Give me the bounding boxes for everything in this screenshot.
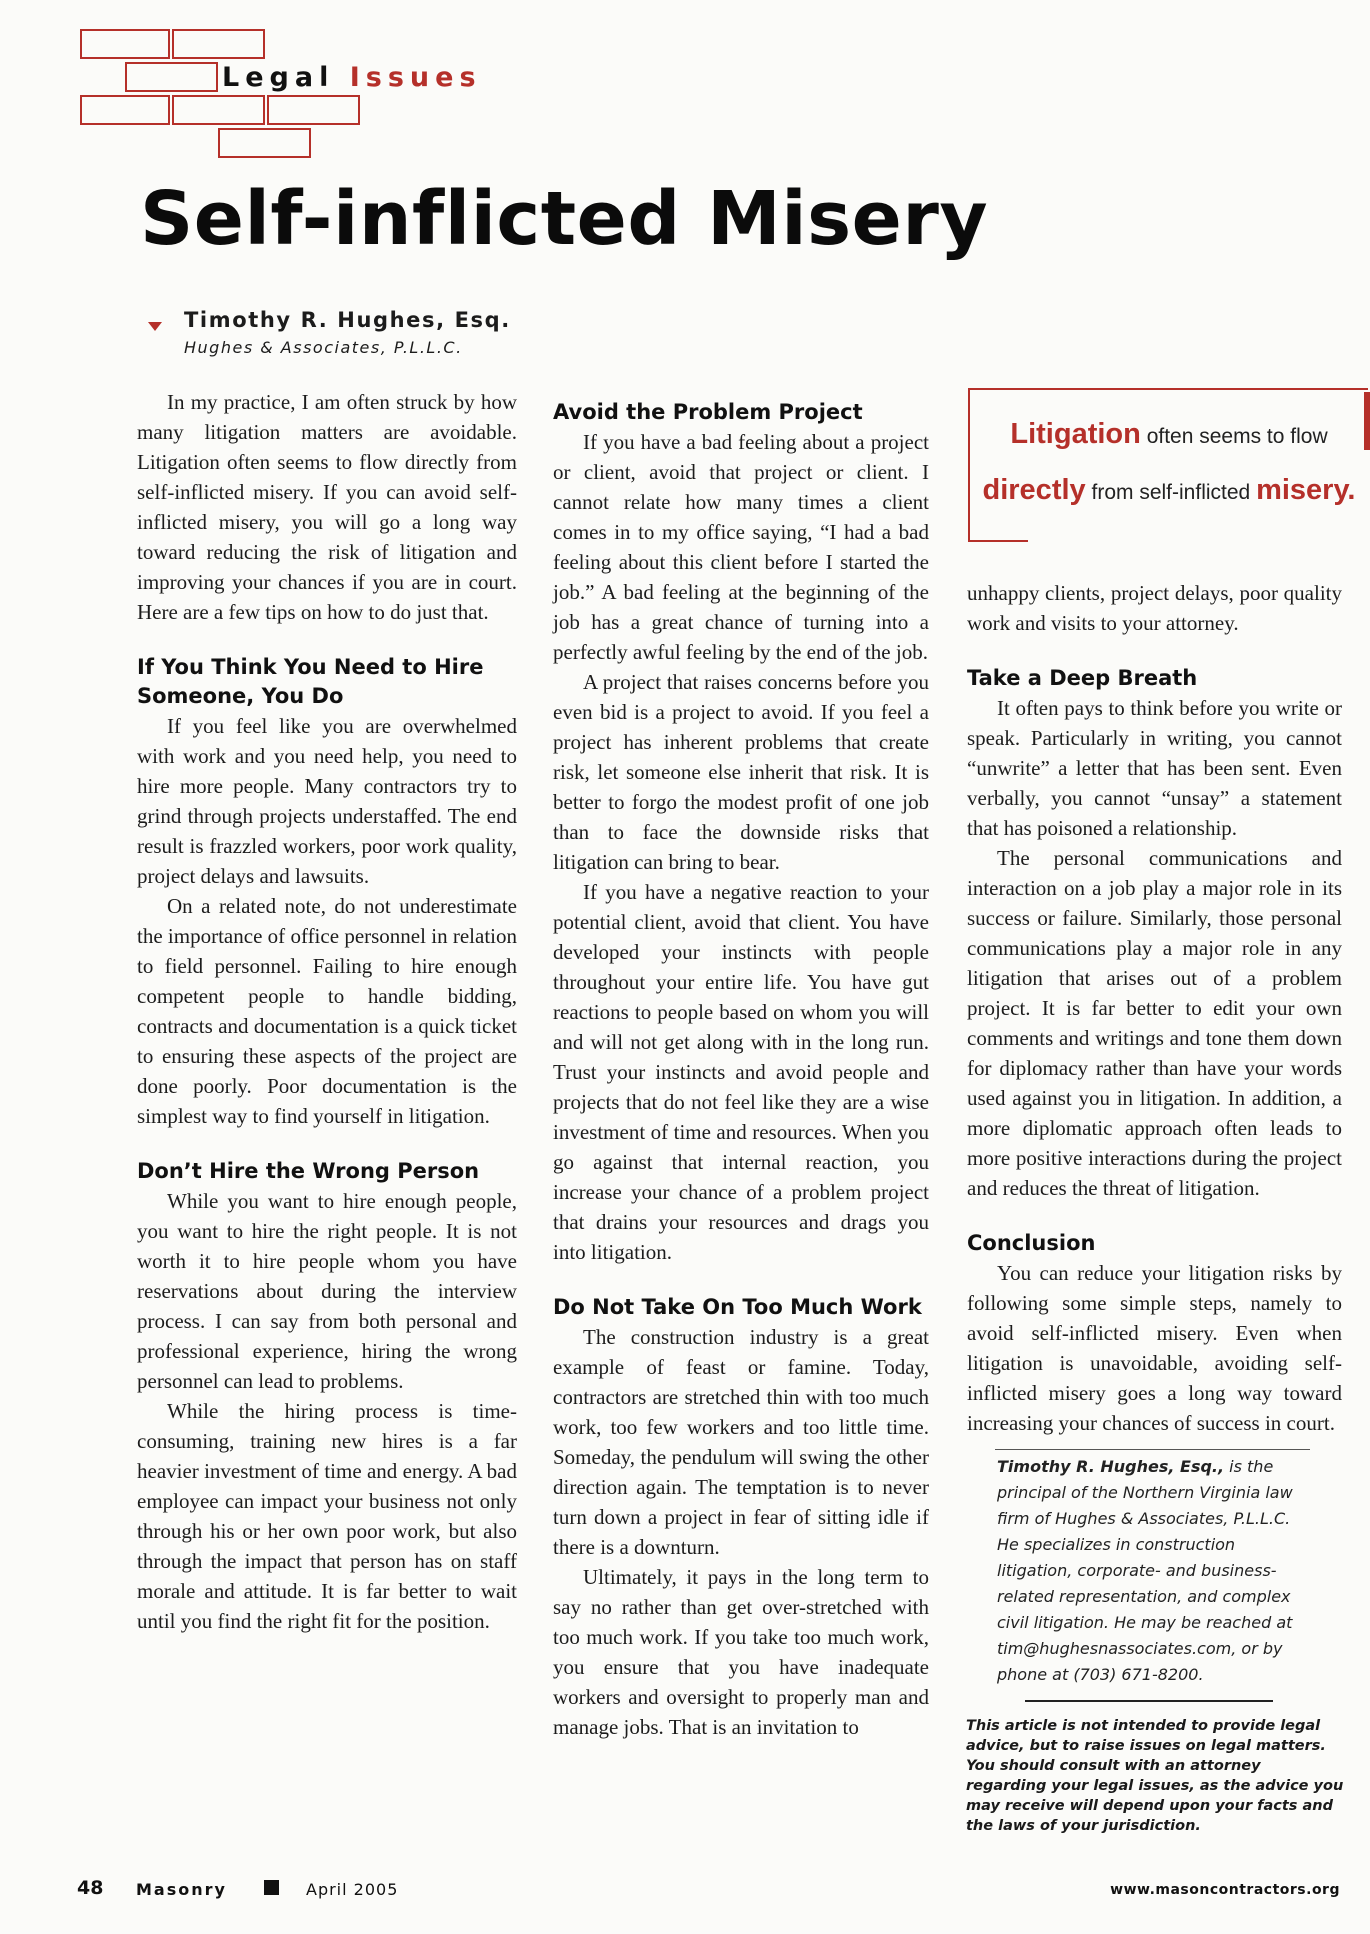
section-word-issues: Issues [349,62,482,93]
paragraph: You can reduce your litigation risks by following some simple steps, namely to avoid self-inflicted misery. Even when litigation is unavoidable, avoiding self-inflicted misery goes a long way toward increasing your chances of success in court. [967,1261,1342,1435]
paragraph: On a related note, do not underestimate the importance of office personnel in relation to field personnel. Failing to hire enough competent people to handle bidding, contracts and documentation is a quick ticket to ensuring these aspects of the project are done poorly. Poor documentation is the simplest way to find yourself in litigation. [137,894,517,1128]
column-3 [967,578,1342,1438]
paragraph: The personal communications and interaction on a job play a major role in its success or failure. Similarly, those personal communications play a major role in any litigation that arises out of a problem project. It is far better to edit your own comments and writings and tone them down for diplomacy rather than have your words used against you in litigation. In addition, a more diplomatic approach often leads to more positive interactions during the project and reduces the threat of litigation. [967,846,1342,1200]
bio-text: is the principal of the Northern Virginia law firm of Hughes & Associates, P.L.L.C. He specializes in construction litigation, corporate- and business-related representation, and complex civil litigation. He may be reached at tim@hughesnassociates.com, or by phone at (703) 671-8200. [997,1457,1293,1684]
intro-paragraph: In my practice, I am often struck by how many litigation matters are avoidable. Litigation often seems to flow directly from self-inflicted misery. If you can avoid self-inflicted misery, you will go a long way toward reducing the risk of litigation and improving your chances if you are in court. Here are a few tips on how to do just that. [137,390,517,624]
bio-name: Timothy R. Hughes, Esq., [997,1457,1225,1476]
author-firm: Hughes & Associates, P.L.L.C. [184,338,463,357]
author-bio [997,1454,1307,1688]
heading-too-much-work: Do Not Take On Too Much Work [553,1295,922,1319]
section-word-legal: Legal [222,62,335,93]
issue-date: April 2005 [306,1880,399,1899]
section-label [222,62,482,93]
pull-quote: Litigation often seems to flow directly from self-inflicted misery. [968,388,1368,540]
bio-divider [995,1449,1310,1450]
paragraph: The construction industry is a great example of feast or famine. Today, contractors are stretched thin with too much work, too few workers and too little time. Someday, the pendulum will swing the other direction again. The temptation is to never turn down a project in fear of sitting idle if there is a downturn. [553,1325,929,1559]
continued-paragraph: unhappy clients, project delays, poor quality work and visits to your attorney. [967,581,1342,635]
heading-wrong-person: Don’t Hire the Wrong Person [137,1159,480,1183]
paragraph: A project that raises concerns before you even bid is a project to avoid. If you feel a project has inherent problems that create risk, let someone else inherit that risk. It is better to forgo the modest profit of one job than to face the downside risks that litigation can bring to bear. [553,670,929,874]
heading-conclusion: Conclusion [967,1231,1096,1255]
magazine-name: Masonry [136,1880,227,1899]
disclaimer-divider [1025,1700,1273,1702]
paragraph: Ultimately, it pays in the long term to say no rather than get over-stretched with too much work. If you take too much work, you ensure that you have inadequate workers and oversight to properly man and manage jobs. That is an invitation to [553,1565,929,1739]
paragraph: While you want to hire enough people, you want to hire the right people. It is not worth it to hire people whom you have reservations about during the interview process. I can say from both personal and professional experience, hiring the wrong personnel can lead to problems. [137,1189,517,1393]
article-title: Self-inflicted Misery [140,176,989,262]
paragraph: While the hiring process is time-consuming, training new hires is a far heavier investment of time and energy. A bad employee can impact your business not only through his or her own poor work, but also through the impact that person has on staff morale and attitude. It is far better to wait until you find the right fit for the position. [137,1399,517,1633]
footer-url[interactable]: www.masoncontractors.org [1110,1882,1340,1898]
disclaimer: This article is not intended to provide legal advice, but to raise issues on legal matters. You should consult with an attorney regarding your legal issues, as the advice you may receive will depend upon your facts and the laws of your jurisdiction. [966,1718,1344,1834]
column-1 [137,387,517,1636]
edge-mark [1364,392,1370,450]
heading-deep-breath: Take a Deep Breath [967,666,1198,690]
page-number: 48 [77,1877,104,1899]
paragraph: It often pays to think before you write or speak. Particularly in writing, you cannot “unwrite” a letter that has been sent. Even verbally, you cannot “unsay” a statement that has poisoned a relationship. [967,696,1342,840]
byline-triangle-icon [148,322,162,331]
paragraph: If you have a negative reaction to your potential client, avoid that client. You have developed your instincts with people throughout your entire life. You have gut reactions to people based on whom you will and will not get along with in the long run. Trust your instincts and avoid people and projects that do not feel like they are a wise investment of time and resources. When you go against that internal reaction, you increase your chance of a problem project that drains your resources and drags you into litigation. [553,880,929,1264]
author-name: Timothy R. Hughes, Esq. [184,308,511,332]
square-bullet-icon [264,1880,279,1895]
pq-word-directly: directly [982,474,1086,506]
pq-word-misery: misery. [1256,474,1356,506]
paragraph: If you have a bad feeling about a project or client, avoid that project or client. I cannot relate how many times a client comes in to my office saying, “I had a bad feeling about this client before I started the job.” A bad feeling at the beginning of the job has a great chance of turning into a perfectly awful feeling by the end of the job. [553,430,929,664]
paragraph: If you feel like you are overwhelmed with work and you need help, you need to hire more people. Many contractors try to grind through projects understaffed. The end result is frazzled workers, poor work quality, project delays and lawsuits. [137,714,517,888]
column-2 [553,398,929,1742]
heading-avoid-problem: Avoid the Problem Project [553,400,863,424]
heading-hire: If You Think You Need to Hire Someone, You Do [137,655,484,708]
pq-word-litigation: Litigation [1010,418,1141,450]
